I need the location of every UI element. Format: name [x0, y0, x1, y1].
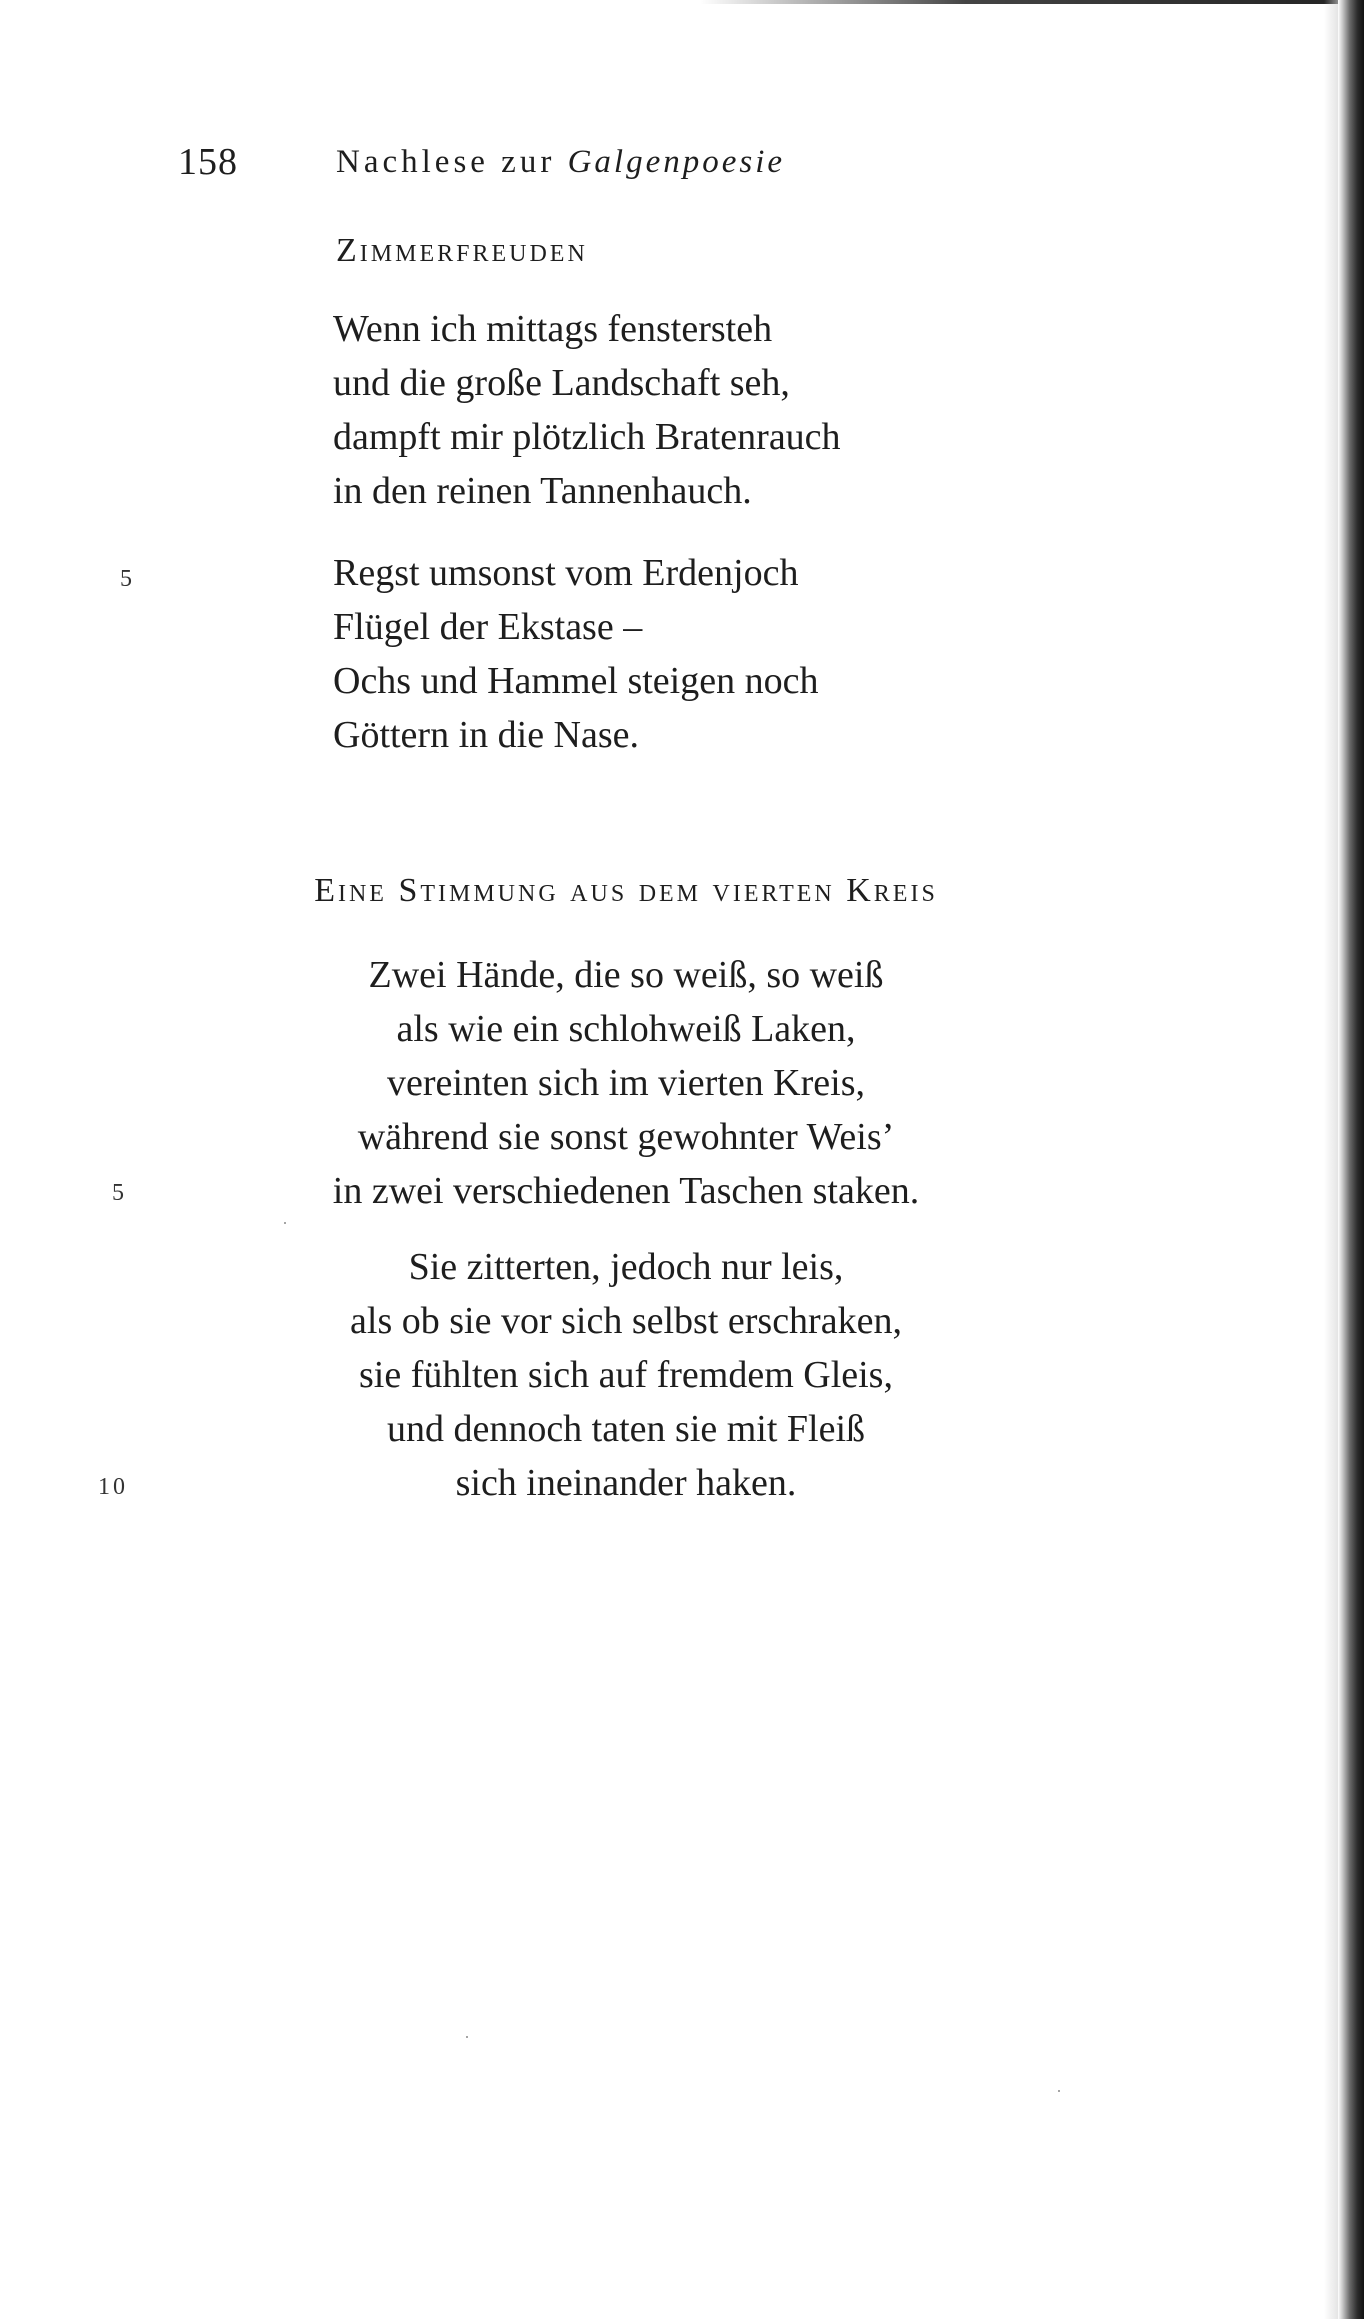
poem-line: Ochs und Hammel steigen noch — [333, 660, 819, 702]
paper-speck — [466, 2036, 468, 2038]
paper-speck — [284, 1222, 286, 1224]
poem-line: Göttern in die Nase. — [333, 714, 640, 756]
poem-line: während sie sonst gewohnter Weis’ — [357, 1116, 895, 1158]
line-number: 5 — [120, 566, 135, 592]
paper-speck — [1058, 2090, 1060, 2092]
poem-line: als wie ein schlohweiß Laken, — [396, 1008, 856, 1050]
poem-line: Regst umsonst vom Erdenjoch — [333, 552, 799, 594]
poem2-stanza2 — [0, 1240, 1252, 1510]
poem-line: Sie zitterten, jedoch nur leis, — [408, 1246, 844, 1288]
poem-line: sie fühlten sich auf fremdem Gleis, — [359, 1354, 893, 1396]
poem-line: Zwei Hände, die so weiß, so weiß — [368, 954, 884, 996]
poem-line: in den reinen Tannenhauch. — [333, 470, 752, 512]
line-number: 10 — [98, 1474, 128, 1500]
poem-line: sich ineinander haken. — [455, 1462, 797, 1504]
poem-line: dampft mir plötzlich Bratenrauch — [333, 416, 841, 458]
poem-line: und dennoch taten sie mit Fleiß — [386, 1408, 866, 1450]
running-title — [336, 144, 785, 181]
page-gutter-shadow — [1338, 0, 1364, 2319]
running-title-prefix: Nachlese zur — [336, 144, 556, 180]
running-title-italic: Galgenpoesie — [567, 144, 786, 180]
poem2-title: Eine Stimmung aus dem vierten Kreis — [314, 872, 938, 909]
poem-line: und die große Landschaft seh, — [333, 362, 790, 404]
page-number: 158 — [178, 141, 238, 183]
poem2-stanza1 — [0, 948, 1252, 1218]
line-number: 5 — [112, 1180, 127, 1206]
page-header — [0, 140, 1300, 190]
poem-line: als ob sie vor sich selbst erschraken, — [350, 1300, 902, 1342]
poem1-stanza2 — [333, 546, 818, 762]
poem-line: in zwei verschiedenen Taschen staken. — [332, 1170, 920, 1212]
poem1-title: Zimmerfreuden — [336, 232, 588, 269]
poem1-stanza1 — [333, 302, 841, 518]
poem-line: Flügel der Ekstase – — [333, 606, 643, 648]
poem-line: vereinten sich im vierten Kreis, — [386, 1062, 865, 1104]
poem-line: Wenn ich mittags fenstersteh — [333, 308, 773, 350]
page-top-shadow — [700, 0, 1364, 4]
